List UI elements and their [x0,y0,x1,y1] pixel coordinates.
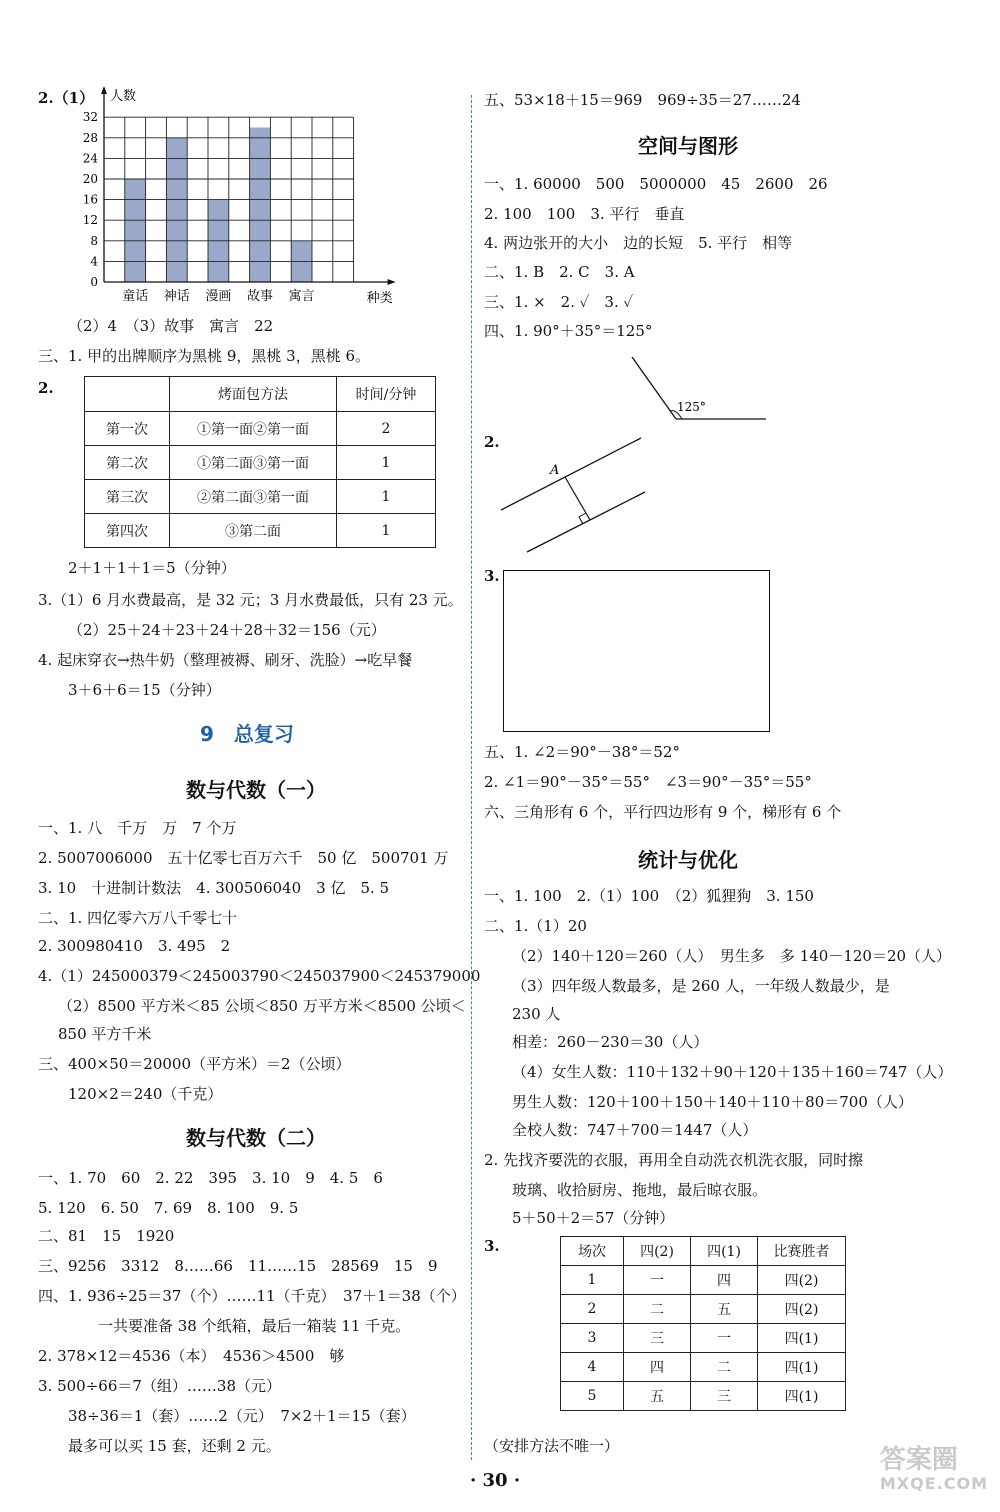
table-cell: 一 [624,1266,691,1295]
table-row [85,514,436,548]
q3b-label: 3. [484,1237,500,1255]
y-axis-arrow [101,86,107,94]
table-cell: 二 [691,1353,758,1382]
line-upper [501,438,641,510]
text-line: 38÷36＝1（套）……2（元） 7×2＋1＝15（套） [68,1407,416,1425]
table-cell: ②第二面③第一面 [170,480,337,514]
table-header: 四(1) [691,1237,758,1266]
table-cell: 第四次 [85,514,170,548]
table-cell: 第三次 [85,480,170,514]
san-3a: 3.（1）6 月水费最高，是 32 元；3 月水费最低，只有 23 元。 [38,591,463,609]
q2-1-label: 2.（1） [38,89,95,107]
rectangle-figure [503,570,770,732]
table-header [85,377,170,412]
match-table [560,1236,846,1411]
table-header: 四(2) [624,1237,691,1266]
san-2-calc: 2＋1＋1＋1＝5（分钟） [68,559,236,577]
section-title: 统计与优化 [638,848,738,872]
text-line: 2. 先找齐要洗的衣服，再用全自动洗衣机洗衣服，同时擦 [484,1151,864,1169]
y-tick-label: 32 [82,110,98,125]
section-title: 空间与图形 [638,134,738,158]
x-axis-arrow [388,279,396,285]
table-header: 烤面包方法 [170,377,337,412]
y-tick-label: 16 [82,192,98,207]
table-cell: 四(1) [758,1382,846,1411]
y-axis-label: 人数 [110,89,137,104]
bar [166,138,187,282]
table-header: 时间/分钟 [337,377,436,412]
text-line: 4.（1）245000379＜245003790＜245037900＜245379000 [38,967,481,985]
chapter-title: 9 总复习 [200,722,294,746]
table-row [561,1324,846,1353]
q2-rest: （2）4 （3）故事 寓言 22 [68,317,274,335]
table-cell: 3 [561,1324,624,1353]
category-label: 童话 [122,289,149,304]
bar [250,128,271,283]
text-line: 四、1. 936÷25＝37（个）……11（千克） 37＋1＝38（个） [38,1287,466,1305]
bread-table [84,376,436,548]
text-line: 850 平方千米 [58,1025,152,1043]
q3-label: 3. [484,567,500,585]
text-line: 2. ∠1＝90°－35°＝55° ∠3＝90°－35°＝55° [484,773,812,791]
watermark-url: MXQE.COM [879,1474,988,1493]
text-line: （2）140＋120＝260（人） 男生多 多 140－120＝20（人） [512,947,952,965]
text-line: 四、1. 90°＋35°＝125° [484,322,653,340]
table-row [561,1353,846,1382]
text-line: 4. 两边张开的大小 边的长短 5. 平行 相等 [484,234,793,252]
text-line: 3. 10 十进制计数法 4. 300506040 3 亿 5. 5 [38,879,390,897]
y-tick-label: 0 [90,275,98,289]
text-line: 230 人 [512,1005,561,1023]
san-2-label: 2. [38,379,54,397]
text-line: 一、1. 70 60 2. 22 395 3. 10 9 4. 5 6 [38,1169,383,1187]
category-label: 寓言 [288,289,315,304]
table-cell: 第二次 [85,446,170,480]
text-line: 最多可以买 15 套，还剩 2 元。 [68,1437,281,1455]
table-row [85,480,436,514]
watermark-logo [879,1445,988,1496]
text-line: 2. 300980410 3. 495 2 [38,937,231,955]
table-row [85,446,436,480]
text-line: 3. 500÷66＝7（组）……38（元） [38,1377,281,1395]
table-header: 场次 [561,1237,624,1266]
text-line: 三、400×50＝20000（平方米）＝2（公顷） [38,1055,351,1073]
table-cell: 三 [691,1382,758,1411]
y-tick-label: 24 [82,151,98,166]
angle-label: 125° [677,400,706,414]
bar-chart [70,84,400,310]
y-tick-label: 28 [82,130,98,145]
note: （安排方法不唯一） [484,1437,620,1455]
perpendicular-line [565,477,590,520]
table-cell: 1 [337,446,436,480]
san-3b: （2）25＋24＋23＋24＋28＋32＝156（元） [68,621,386,639]
table-cell: 二 [624,1295,691,1324]
text-line: 二、1. B 2. C 3. A [484,263,635,281]
text-line: 玻璃、收拾厨房、拖地，最后晾衣服。 [512,1181,768,1199]
text-line: 三、9256 3312 8……66 11……15 28569 15 9 [38,1257,438,1275]
point-a-label: A [550,463,560,478]
table-header: 比赛胜者 [758,1237,846,1266]
table-cell: ①第二面③第一面 [170,446,337,480]
table-row [85,412,436,446]
q2-label: 2. [484,433,500,451]
watermark-text: 答案圈 [879,1445,958,1475]
text-line: 一、1. 100 2.（1）100 （2）狐狸狗 3. 150 [484,887,814,905]
table-cell: 四(2) [758,1295,846,1324]
text-line: 5. 120 6. 50 7. 69 8. 100 9. 5 [38,1199,299,1217]
text-line: （2）8500 平方米＜85 公顷＜850 万平方米＜8500 公顷＜ [58,997,466,1015]
text-line: 2. 5007006000 五十亿零七百万六千 50 亿 500701 万 [38,849,449,867]
text-line: 全校人数：747＋700＝1447（人） [512,1121,758,1139]
text-line: （3）四年级人数最多，是 260 人，一年级人数最少，是 [512,977,890,995]
table-cell: 四(1) [758,1324,846,1353]
table-cell: 四 [624,1353,691,1382]
text-line: 六、三角形有 6 个，平行四边形有 9 个，梯形有 6 个 [484,803,842,821]
section-title: 数与代数（二） [186,1126,326,1150]
parallel-lines-figure [495,428,655,558]
angle-ray-1 [632,357,676,419]
text-line: 一、1. 八 千万 万 7 个万 [38,819,237,837]
text-line: 三、1. × 2. ✓ 3. ✓ [484,293,634,311]
category-label: 故事 [246,289,274,304]
text-line: 相差：260－230＝30（人） [512,1033,709,1051]
table-row [561,1382,846,1411]
y-tick-label: 4 [90,254,98,269]
table-cell: 三 [624,1324,691,1353]
column-divider [471,95,472,1460]
text-line: 一、1. 60000 500 5000000 45 2600 26 [484,175,828,193]
table-cell: 五 [624,1382,691,1411]
table-cell: 5 [561,1382,624,1411]
y-tick-label: 20 [82,172,98,186]
category-label: 神话 [163,289,190,304]
text-line: 二、1.（1）20 [484,917,587,935]
table-cell: 第一次 [85,412,170,446]
san-4a: 4. 起床穿衣→热牛奶（整理被褥、刷牙、洗脸）→吃早餐 [38,651,413,669]
table-cell: 1 [561,1266,624,1295]
table-cell: 四 [691,1266,758,1295]
x-axis-label: 种类 [366,291,393,306]
table-cell: 五 [691,1295,758,1324]
table-cell: 4 [561,1353,624,1382]
category-label: 漫画 [205,289,232,304]
y-tick-label: 12 [82,213,98,228]
text-line: 二、1. 四亿零六万八千零七十 [38,909,238,927]
table-cell: 2 [337,412,436,446]
san-4b: 3＋6＋6＝15（分钟） [68,681,221,699]
table-cell: 四(1) [758,1353,846,1382]
table-cell: 1 [337,514,436,548]
table-cell: 1 [337,480,436,514]
table-cell: ③第二面 [170,514,337,548]
text-line: 一共要准备 38 个纸箱，最后一箱装 11 千克。 [98,1317,411,1335]
wu-line: 五、53×18＋15＝969 969÷35＝27……24 [484,91,801,109]
text-line: 男生人数：120＋100＋150＋140＋110＋80＝700（人） [512,1093,913,1111]
y-tick-label: 8 [90,233,98,248]
table-cell: 2 [561,1295,624,1324]
text-line: 120×2＝240（千克） [68,1085,223,1103]
angle-figure [600,345,780,435]
text-line: 2. 378×12＝4536（本） 4536＞4500 够 [38,1347,345,1365]
table-row [561,1266,846,1295]
page-number: · 30 · [470,1470,521,1491]
text-line: 2. 100 100 3. 平行 垂直 [484,205,685,223]
table-cell: 四(2) [758,1266,846,1295]
san-1: 三、1. 甲的出牌顺序为黑桃 9，黑桃 3，黑桃 6。 [38,347,371,365]
section-title: 数与代数（一） [186,778,326,802]
table-cell: ①第一面②第一面 [170,412,337,446]
line-lower [527,492,645,552]
text-line: 五、1. ∠2＝90°－38°＝52° [484,743,680,761]
text-line: （4）女生人数：110＋132＋90＋120＋135＋160＝747（人） [512,1063,953,1081]
table-cell: 一 [691,1324,758,1353]
text-line: 二、81 15 1920 [38,1227,175,1245]
bar [125,179,146,282]
table-row [561,1295,846,1324]
text-line: 5＋50＋2＝57（分钟） [512,1209,675,1227]
